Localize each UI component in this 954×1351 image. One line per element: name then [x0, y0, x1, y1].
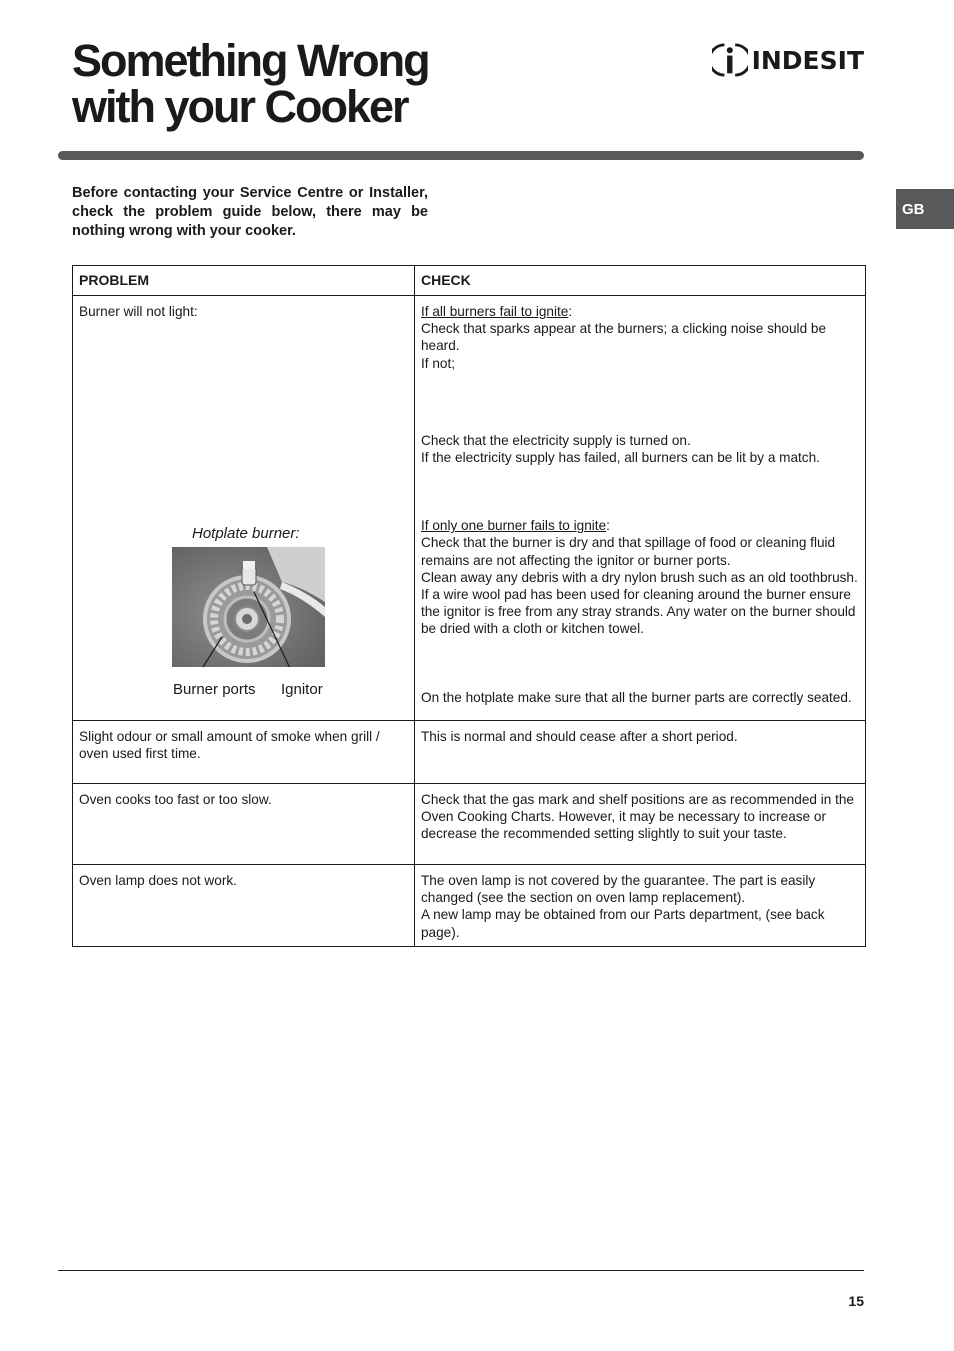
one-burner-heading: If only one burner fails to ignite	[421, 518, 607, 534]
table-row	[73, 784, 866, 865]
check-lamp-guarantee: The oven lamp is not covered by the guarantee. The part is easily changed (see the section on oven lamp replacement).	[421, 873, 816, 906]
intro-text: Before contacting your Service Centre or Installer, check the problem guide below, there may be nothing wrong with your cooker.	[72, 185, 428, 239]
title-line-2: with your Cooker	[72, 81, 408, 132]
page-title	[72, 35, 429, 132]
header-divider	[58, 151, 864, 160]
brand-name: INDESIT	[751, 45, 864, 75]
problem-cell	[73, 296, 415, 721]
footer-divider	[58, 1270, 864, 1271]
check-one-burner: If only one burner fails to ignite:	[421, 518, 610, 534]
title-line-1: Something Wrong	[72, 35, 429, 86]
check-cell	[415, 865, 866, 947]
indesit-i-logo-icon	[712, 39, 748, 81]
check-cell: Check that the gas mark and shelf positions are as recommended in the Oven Cooking Charts. However, it may be necessary to increase or decrease the recommended setting slightly to suit your taste.	[415, 784, 866, 865]
problem-guide-table	[72, 265, 866, 947]
problem-cell: Slight odour or small amount of smoke when grill / oven used first time.	[73, 721, 415, 784]
all-burners-heading: If all burners fail to ignite	[421, 304, 569, 319]
check-seated: On the hotplate make sure that all the burner parts are correctly seated.	[421, 689, 852, 705]
burner-figure	[79, 303, 408, 715]
label-burner-ports: Burner ports	[173, 681, 256, 698]
language-tab	[896, 189, 954, 229]
check-all-burners: If all burners fail to ignite:	[421, 304, 573, 319]
check-cell	[415, 296, 866, 721]
page-number: 15	[848, 1293, 864, 1309]
label-ignitor: Ignitor	[281, 681, 323, 698]
check-dry: Check that the burner is dry and that spillage of food or cleaning fluid remains are not affecting the ignitor or burner ports.	[421, 535, 836, 568]
brand-logo	[712, 38, 864, 82]
table-header-row	[73, 266, 866, 296]
header-problem: PROBLEM	[73, 266, 415, 296]
check-electricity-failed: If the electricity supply has failed, all burners can be lit by a match.	[421, 450, 820, 466]
language-tab-label: GB	[902, 200, 925, 218]
problem-cell: Oven cooks too fast or too slow.	[73, 784, 415, 865]
check-sparks: Check that sparks appear at the burners; a clicking noise should be heard.	[421, 321, 827, 354]
figure-caption: Hotplate burner:	[192, 525, 300, 542]
check-clean: Clean away any debris with a dry nylon brush such as an old toothbrush. If a wire wool pad has been used for cleaning around the burner ensure the ignitor is free from any stray strands. Any water on the burner should be dried with a cloth or kitchen towel.	[421, 569, 858, 637]
table-row	[73, 296, 866, 721]
check-cell: This is normal and should cease after a short period.	[415, 721, 866, 784]
check-lamp-parts: A new lamp may be obtained from our Parts department, (see back page).	[421, 907, 825, 940]
hotplate-burner-photo	[172, 547, 325, 667]
table-row	[73, 721, 866, 784]
check-electricity: Check that the electricity supply is turned on.	[421, 432, 691, 448]
problem-cell: Oven lamp does not work.	[73, 865, 415, 947]
table-row	[73, 865, 866, 947]
check-if-not: If not;	[421, 355, 456, 371]
header-check: CHECK	[415, 266, 866, 296]
problem-text: Burner will not light:	[79, 304, 198, 319]
